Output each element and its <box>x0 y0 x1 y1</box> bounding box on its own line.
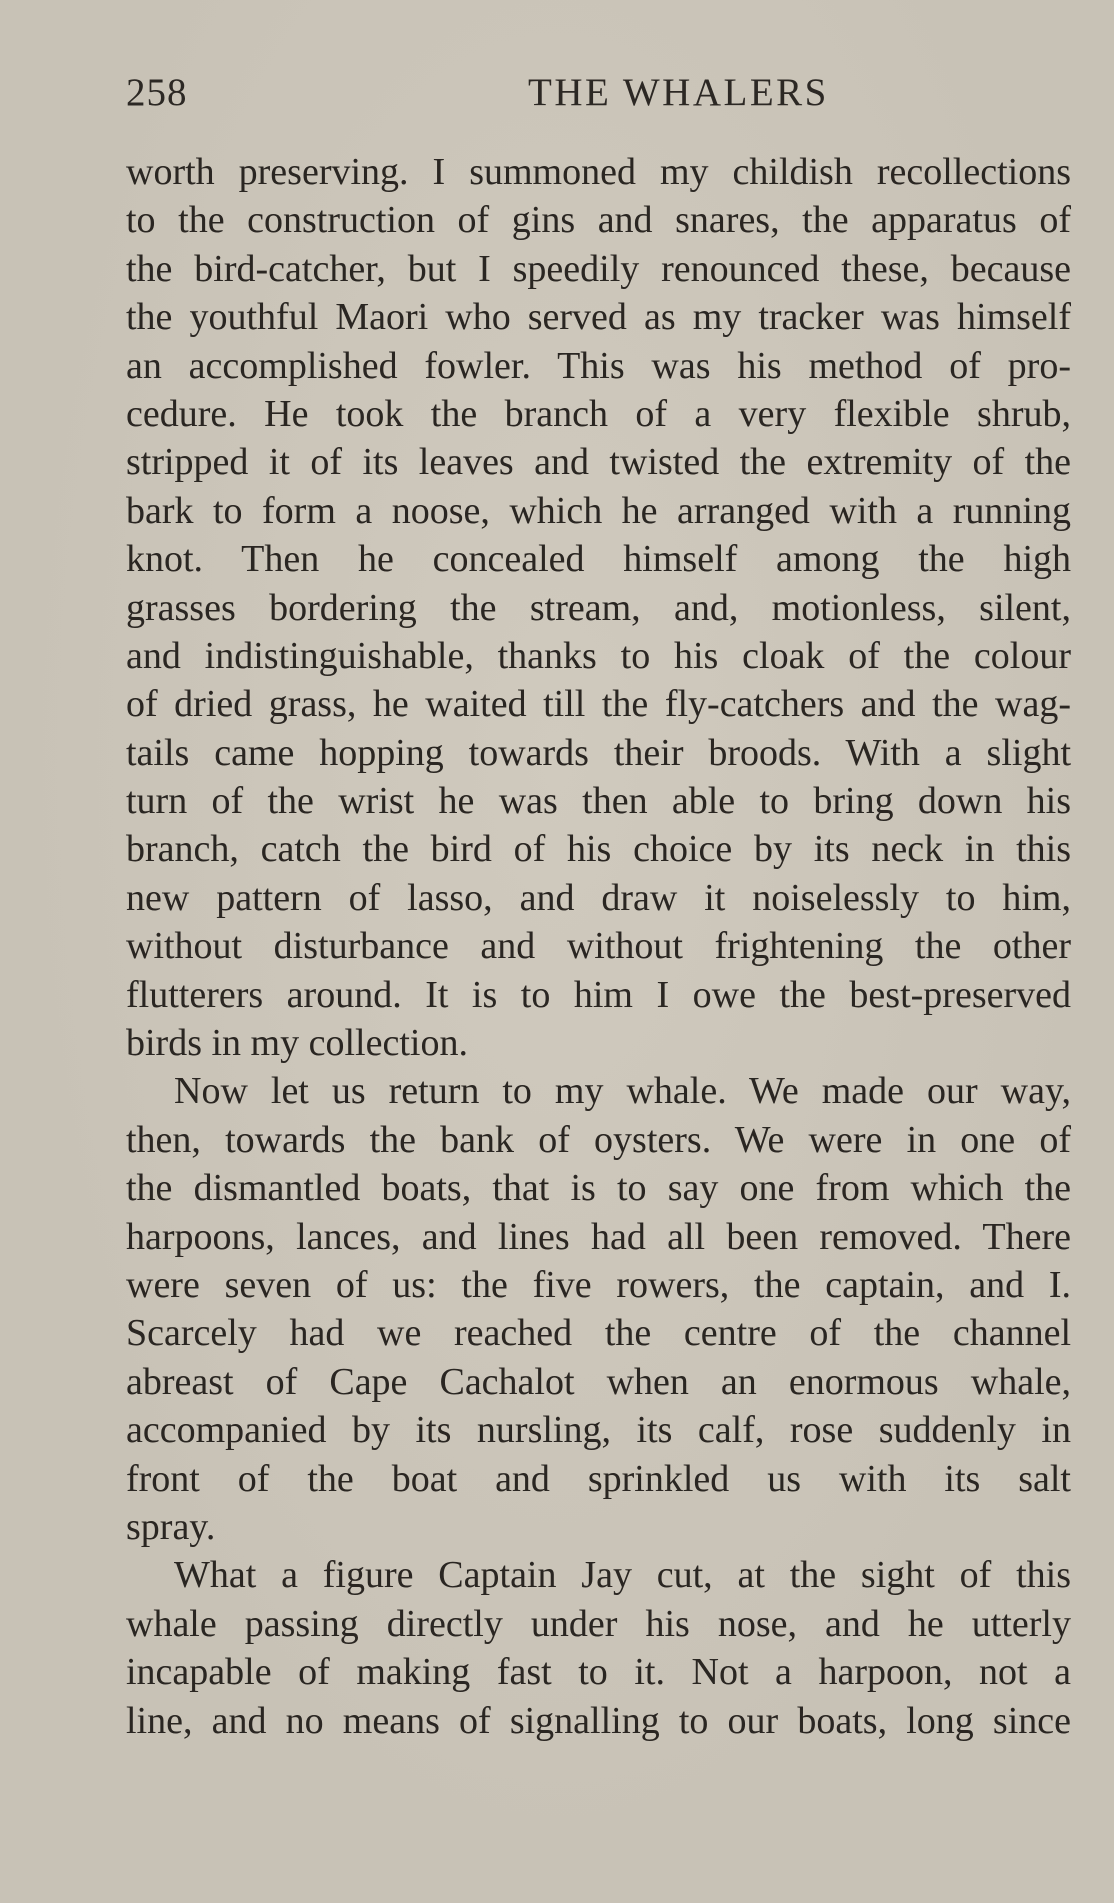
text-line: accompanied by its nursling, its calf, rose suddenly in <box>126 1409 1071 1452</box>
text-line: What a figure Captain Jay cut, at the sight of this <box>174 1554 1071 1597</box>
text-line: an accomplished fowler. This was his method of pro- <box>126 344 1071 387</box>
text-line: without disturbance and without frightening the other <box>126 925 1071 968</box>
text-line: the youthful Maori who served as my tracker was himself <box>126 296 1071 339</box>
text-line: knot. Then he concealed himself among the high <box>126 538 1071 581</box>
text-line: branch, catch the bird of his choice by its neck in this <box>126 828 1071 871</box>
text-line: worth preserving. I summoned my childish recollections <box>126 151 1071 193</box>
running-head <box>126 70 1071 120</box>
text-line: and indistinguishable, thanks to his cloak of the colour <box>126 634 1071 677</box>
text-line: stripped it of its leaves and twisted the extremity of the <box>126 441 1071 484</box>
text-line: to the construction of gins and snares, the apparatus of <box>126 199 1071 242</box>
text-line: the bird-catcher, but I speedily renounced these, because <box>126 247 1071 290</box>
text-line: were seven of us: the five rowers, the captain, and I. <box>126 1263 1071 1306</box>
text-line: then, towards the bank of oysters. We were in one of <box>126 1118 1071 1161</box>
page-number: 258 <box>126 71 188 114</box>
text-line: tails came hopping towards their broods. With a slight <box>126 731 1071 774</box>
text-line: harpoons, lances, and lines had all been removed. There <box>126 1215 1071 1258</box>
text-line: whale passing directly under his nose, and he utterly <box>126 1602 1071 1645</box>
text-line: birds in my collection. <box>126 1022 468 1065</box>
text-line: line, and no means of signalling to our boats, long since <box>126 1699 1071 1742</box>
text-line: Scarcely had we reached the centre of the channel <box>126 1312 1071 1355</box>
text-line: new pattern of lasso, and draw it noiselessly to him, <box>126 876 1071 919</box>
text-line: the dismantled boats, that is to say one from which the <box>126 1167 1071 1210</box>
text-line: cedure. He took the branch of a very flexible shrub, <box>126 392 1071 435</box>
text-line: of dried grass, he waited till the fly-catchers and the wag- <box>126 683 1071 726</box>
text-line: flutterers around. It is to him I owe the best-preserved <box>126 973 1071 1016</box>
running-title: THE WHALERS <box>528 71 829 114</box>
text-line: Now let us return to my whale. We made our way, <box>174 1070 1071 1113</box>
text-line: spray. <box>126 1505 216 1548</box>
text-line: grasses bordering the stream, and, motionless, silent, <box>126 586 1071 629</box>
text-line: turn of the wrist he was then able to bring down his <box>126 780 1071 823</box>
text-line: incapable of making fast to it. Not a harpoon, not a <box>126 1651 1071 1694</box>
text-line: front of the boat and sprinkled us with its salt <box>126 1457 1071 1500</box>
body-text <box>126 148 1071 1745</box>
text-line: bark to form a noose, which he arranged with a running <box>126 489 1071 532</box>
text-line: abreast of Cape Cachalot when an enormous whale, <box>126 1360 1071 1403</box>
